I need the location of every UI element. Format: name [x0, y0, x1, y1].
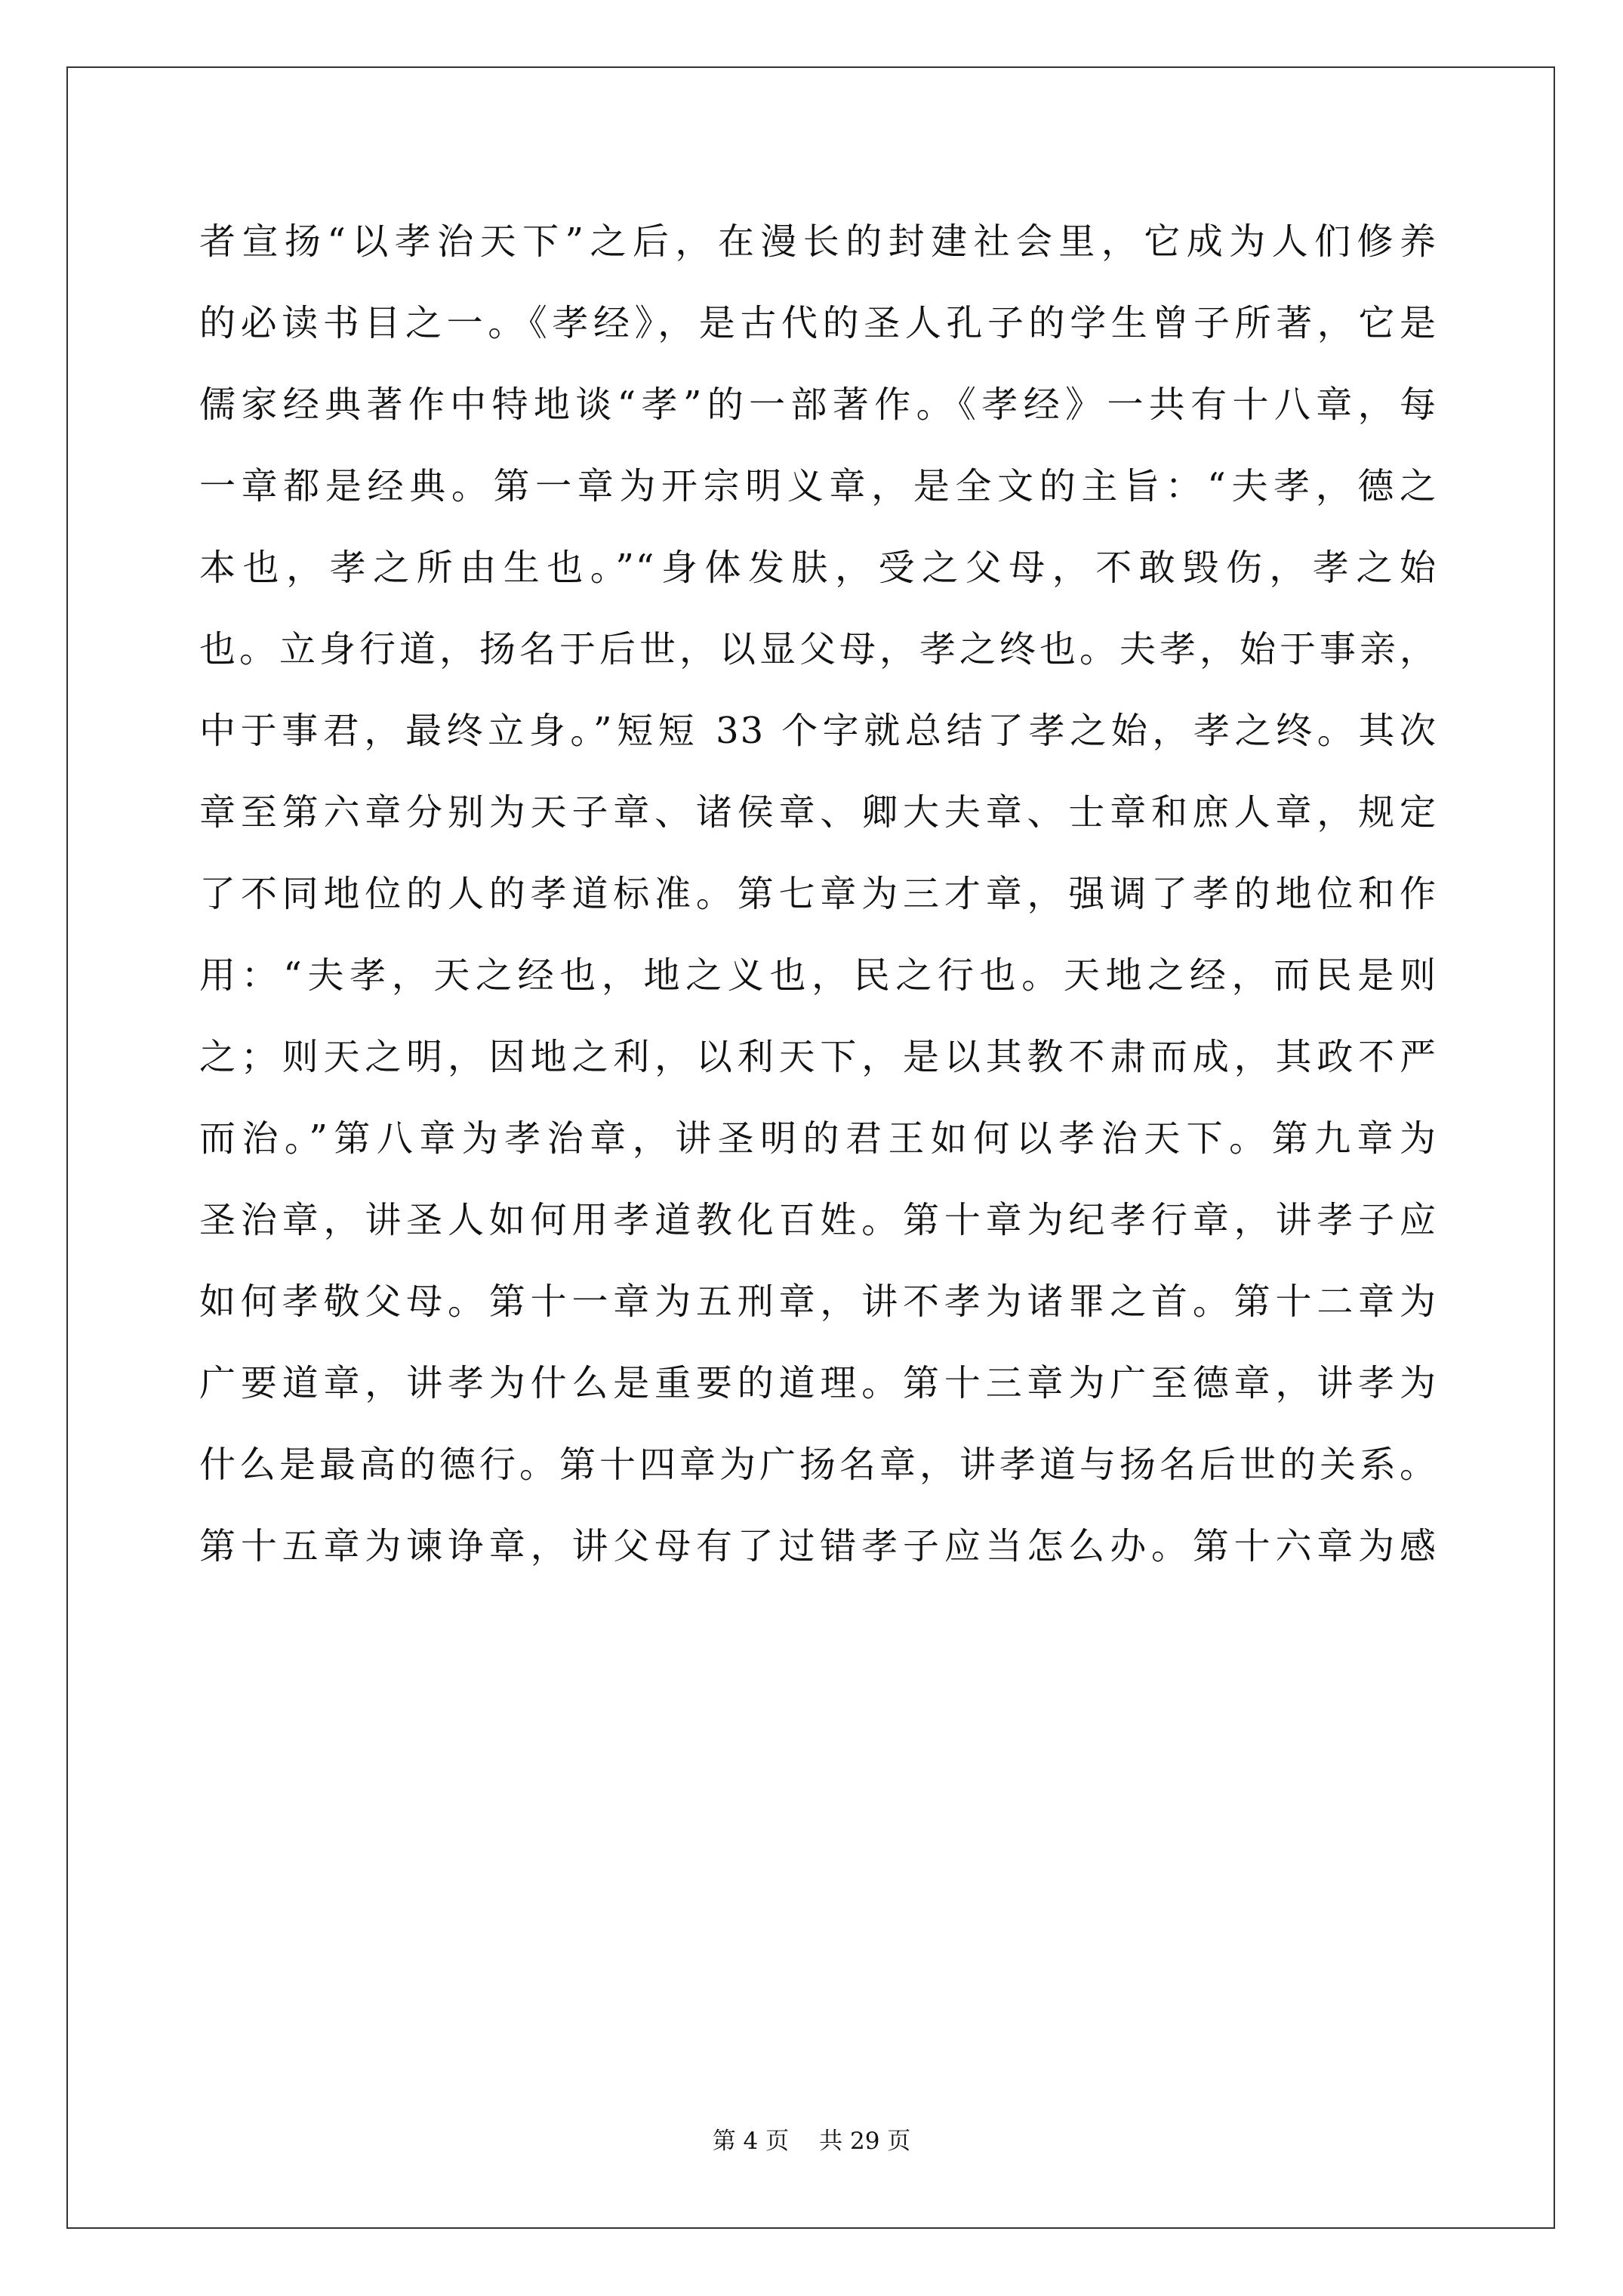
text-line: 也。立身行道，扬名于后世，以显父母，孝之终也。夫孝，始于事亲， — [199, 628, 1437, 670]
text-line: 中于事君，最终立身。”短短 33 个字就总结了孝之始，孝之终。其次 — [199, 710, 1437, 752]
page-footer — [0, 2126, 1623, 2156]
text-line: 章至第六章分别为天子章、诸侯章、卿大夫章、士章和庶人章，规定 — [199, 791, 1437, 834]
document-body — [199, 217, 1437, 1604]
total-pages: 共 29 页 — [819, 2128, 911, 2155]
text-line: 一章都是经典。第一章为开宗明义章，是全文的主旨：“夫孝，德之 — [199, 465, 1437, 507]
text-line: 而治。”第八章为孝治章，讲圣明的君王如何以孝治天下。第九章为 — [199, 1117, 1437, 1160]
text-line: 的必读书目之一。《孝经》，是古代的圣人孔子的学生曾子所著，它是 — [199, 302, 1437, 344]
text-line: 了不同地位的人的孝道标准。第七章为三才章，强调了孝的地位和作 — [199, 873, 1437, 915]
page-number: 第 4 页 — [712, 2128, 790, 2155]
text-line: 本也，孝之所由生也。”“身体发肤，受之父母，不敢毁伤，孝之始 — [199, 547, 1437, 589]
text-line: 用：“夫孝，天之经也，地之义也，民之行也。天地之经，而民是则 — [199, 954, 1437, 997]
text-line: 广要道章，讲孝为什么是重要的道理。第十三章为广至德章，讲孝为 — [199, 1362, 1437, 1404]
text-line: 之；则天之明，因地之利，以利天下，是以其教不肃而成，其政不严 — [199, 1036, 1437, 1078]
text-line: 者宣扬“以孝治天下”之后，在漫长的封建社会里，它成为人们修养 — [199, 220, 1437, 263]
text-line: 圣治章，讲圣人如何用孝道教化百姓。第十章为纪孝行章，讲孝子应 — [199, 1199, 1437, 1241]
text-line: 如何孝敬父母。第十一章为五刑章，讲不孝为诸罪之首。第十二章为 — [199, 1281, 1437, 1323]
text-line: 儒家经典著作中特地谈“孝”的一部著作。《孝经》一共有十八章，每 — [199, 384, 1437, 426]
text-line: 第十五章为谏诤章，讲父母有了过错孝子应当怎么办。第十六章为感 — [199, 1525, 1437, 1567]
text-line: 什么是最高的德行。第十四章为广扬名章，讲孝道与扬名后世的关系。 — [199, 1444, 1437, 1486]
